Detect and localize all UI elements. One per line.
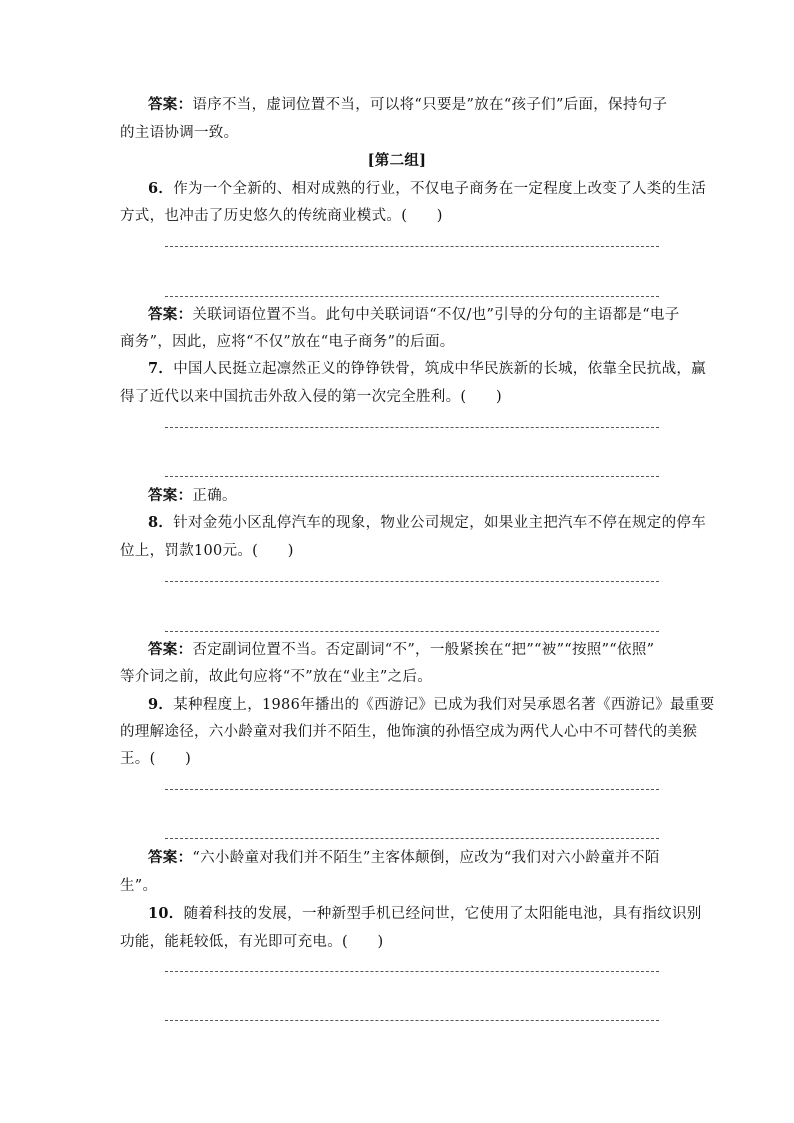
answer-text: 关联词语位置不当。此句中关联词语“不仅/也”引导的分句的主语都是“电子: [192, 307, 680, 323]
question-9-line-2: 的理解途径，六小龄童对我们并不陌生，他饰演的孙悟空成为两代人心中不可替代的美猴: [120, 724, 698, 740]
answer-8-line-1: [148, 640, 678, 660]
question-text: 针对金苑小区乱停汽车的现象，物业公司规定，如果业主把汽车不停在规定的停车: [173, 515, 706, 531]
question-number: 8．: [148, 514, 174, 531]
question-8-line-1: [148, 513, 706, 533]
question-text: 作为一个全新的、相对成熟的行业，不仅电子商务在一定程度上改变了人类的生活: [173, 181, 706, 197]
answer-6-line-2: 商务”，因此，应将“不仅”放在“电子商务”的后面。: [120, 334, 455, 350]
answer-blank-line[interactable]: [165, 1020, 659, 1021]
answer-label: 答案：: [148, 487, 193, 504]
question-8-line-2: 位上，罚款100元。( ): [120, 543, 294, 559]
answer-blank-line[interactable]: [165, 296, 659, 297]
answer-8-line-2: 等介词之前，故此句应将“不”放在“业主”之后。: [120, 669, 433, 685]
answer-9-line-1: [148, 848, 678, 868]
answer-blank-line[interactable]: [165, 971, 659, 972]
answer-text: 正确。: [192, 488, 237, 504]
question-7-line-1: [148, 359, 706, 379]
answer-label: 答案：: [148, 641, 193, 658]
answer-label: 答案：: [148, 849, 193, 866]
answer-blank-line[interactable]: [165, 838, 659, 839]
answer-blank-line[interactable]: [165, 631, 659, 632]
answer-blank-line[interactable]: [165, 789, 659, 790]
question-9-line-1: [148, 695, 715, 715]
question-number: 9．: [148, 696, 174, 713]
question-text: 中国人民挺立起凛然正义的铮铮铁骨，筑成中华民族新的长城，依靠全民抗战，赢: [173, 361, 706, 377]
question-9-line-3: 王。( ): [120, 751, 192, 767]
answer-9-line-2: 生”。: [120, 878, 158, 894]
question-number: 6．: [148, 180, 174, 197]
answer-5-line-1: [148, 95, 678, 115]
question-number: 7．: [148, 360, 174, 377]
section-header: [第二组]: [367, 152, 427, 169]
answer-text: 否定副词位置不当。否定副词“不”，一般紧挨在“把”“被”“按照”“依照”: [192, 642, 655, 658]
answer-label: 答案：: [148, 306, 193, 323]
answer-6-line-1: [148, 305, 678, 325]
question-10-line-2: 功能，能耗较低，有光即可充电。( ): [120, 934, 384, 950]
answer-blank-line[interactable]: [165, 246, 659, 247]
question-number: 10．: [148, 905, 184, 922]
answer-label: 答案：: [148, 96, 193, 113]
question-text: 某种程度上，1986年播出的《西游记》已成为我们对吴承恩名著《西游记》最重要: [173, 697, 715, 713]
answer-blank-line[interactable]: [165, 427, 659, 428]
question-6-line-2: 方式，也冲击了历史悠久的传统商业模式。( ): [120, 208, 443, 224]
question-text: 随着科技的发展，一种新型手机已经问世，它使用了太阳能电池，具有指纹识别: [183, 906, 702, 922]
answer-blank-line[interactable]: [165, 476, 659, 477]
question-7-line-2: 得了近代以来中国抗击外敌入侵的第一次完全胜利。( ): [120, 389, 502, 405]
question-10-line-1: [148, 904, 702, 924]
question-6-line-1: [148, 179, 706, 199]
answer-text: “六小龄童对我们并不陌生”主客体颠倒，应改为“我们对六小龄童并不陌: [192, 850, 660, 866]
answer-5-line-2: 的主语协调一致。: [120, 125, 239, 141]
answer-blank-line[interactable]: [165, 581, 659, 582]
answer-7-line-1: [148, 486, 678, 506]
answer-text: 语序不当，虚词位置不当，可以将“只要是”放在“孩子们”后面，保持句子: [192, 97, 668, 113]
